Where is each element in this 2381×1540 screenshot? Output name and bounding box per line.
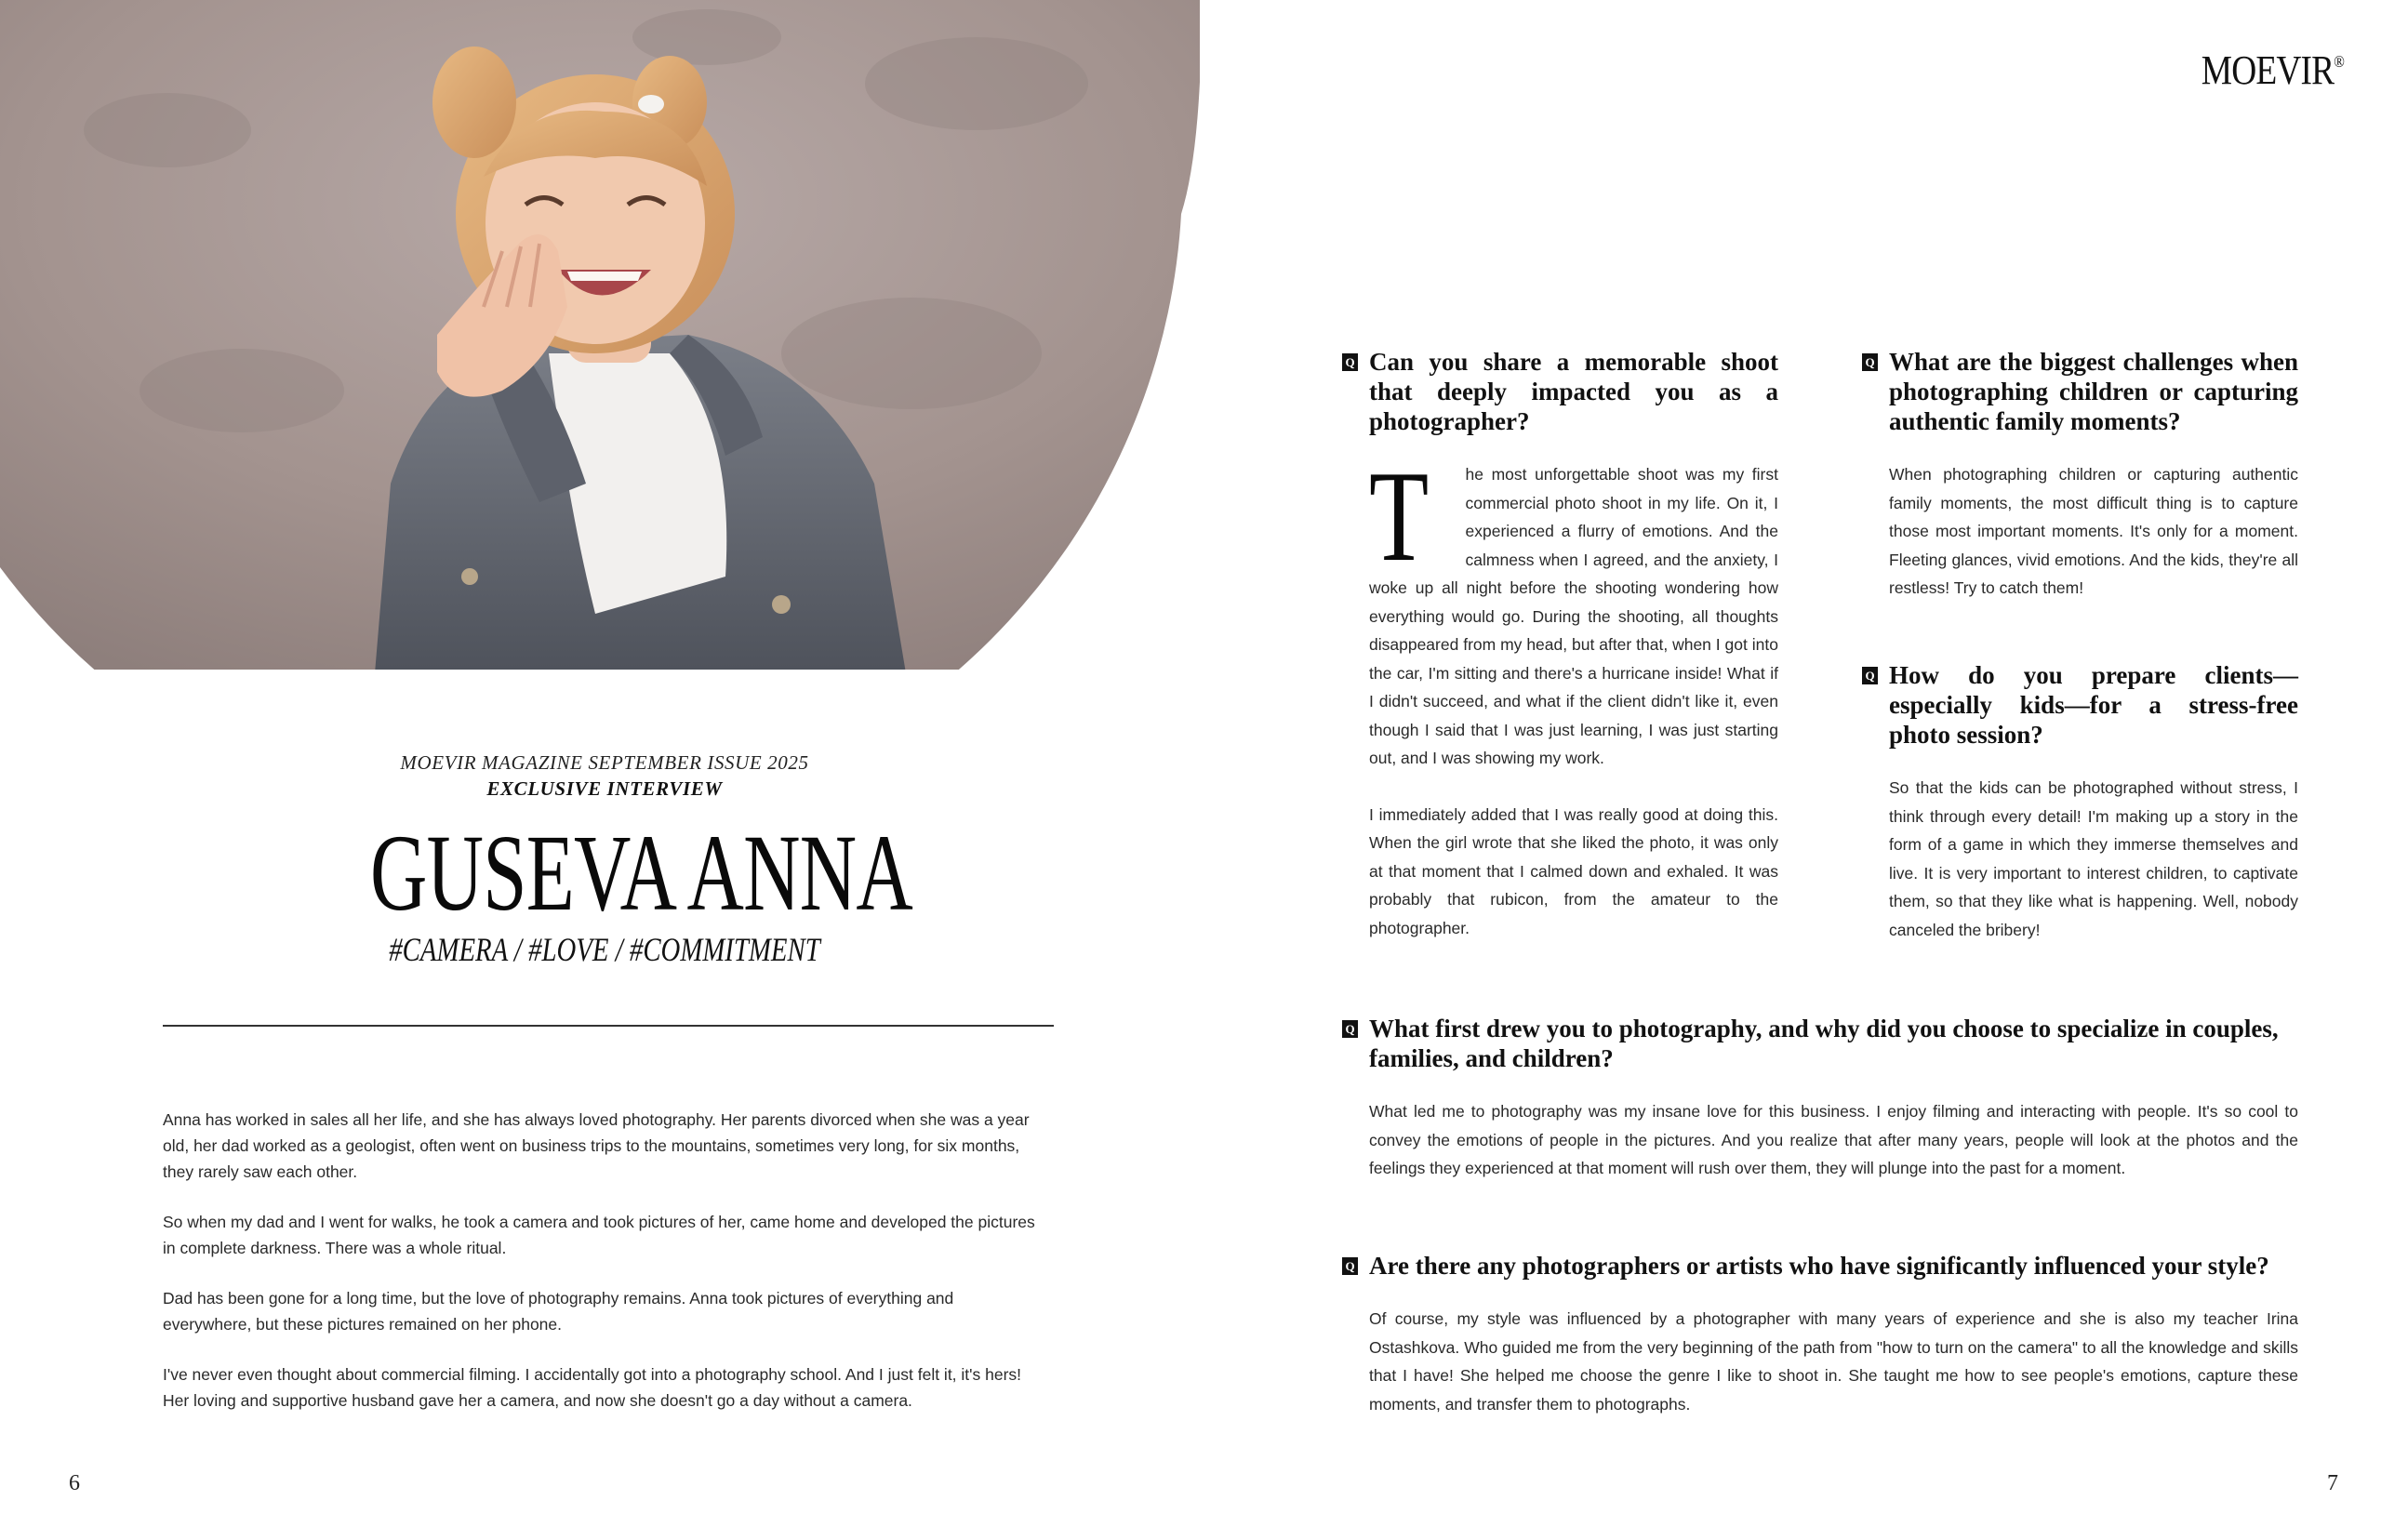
question-text: Are there any photographers or artists who have significantly influenced your style? — [1369, 1252, 2269, 1280]
page-number-right: 7 — [2327, 1471, 2338, 1495]
intro-paragraph: Dad has been gone for a long time, but the love of photography remains. Anna took pictures of everything and everywhere, but these pictures remained on her phone. — [163, 1289, 954, 1334]
intro-paragraph: I've never even thought about commercial filming. I accidentally got into a photography school. And I just felt it, it's hers! Her loving and supportive husband gave her a camera, and now she doesn't go a day without a camera. — [163, 1365, 1022, 1410]
qa-influences — [1342, 1251, 2298, 1418]
question-heading — [1862, 660, 2298, 750]
portrait-photo — [0, 0, 1200, 670]
question-marker-icon: Q — [1342, 1257, 1358, 1275]
kicker-exclusive-interview: EXCLUSIVE INTERVIEW — [486, 777, 723, 800]
question-heading — [1342, 1251, 2298, 1281]
qa-prepare-clients — [1862, 660, 2298, 944]
intro-paragraph: Anna has worked in sales all her life, and she has always loved photography. Her parents divorced when she was a year old, her dad worked as a geologist, often went on business trips to the mountains, sometimes very long, for six months, they rarely saw each other. — [163, 1110, 1030, 1181]
qa-memorable-shoot — [1342, 347, 1778, 942]
answer-paragraph: Of course, my style was influenced by a photographer with many years of experience and she is also my teacher Irina Ostashkova. Who guided me from the very beginning of the path from "how to turn on the camera" to all the knowledge and skills that I have! She helped me choose the genre I like to shoot in. She taught me how to see people's emotions, capture these moments, and transfer them to photographs. — [1369, 1309, 2298, 1414]
question-text: How do you prepare clients—especially kids—for a stress-free photo session? — [1889, 661, 2298, 749]
question-heading — [1862, 347, 2298, 436]
interviewee-name-title: GUSEVA ANNA — [370, 812, 912, 934]
brand-name: MOEVIR — [2201, 47, 2334, 93]
question-marker-icon: Q — [1862, 353, 1878, 371]
registered-mark: ® — [2334, 52, 2344, 71]
answer-paragraph: I immediately added that I was really good at doing this. When the girl wrote that she liked the photo, it was only at that moment that I calmed down and exhaled. It was probably that rubicon, from the amateur to the photographer. — [1369, 804, 1778, 937]
page-number-left: 6 — [69, 1471, 80, 1495]
question-text: What are the biggest challenges when photographing children or capturing authentic family moments? — [1889, 348, 2298, 435]
question-text: Can you share a memorable shoot that deeply impacted you as a photographer? — [1369, 348, 1778, 435]
question-marker-icon: Q — [1342, 1020, 1358, 1038]
answer-paragraph: When photographing children or capturing authentic family moments, the most difficult thing is to capture those most important moments. It's only for a moment. Fleeting glances, vivid emotions. And the kids, they're all restless! Try to catch them! — [1889, 465, 2298, 597]
question-heading — [1342, 1014, 2298, 1073]
question-heading — [1342, 347, 1778, 436]
drop-cap: T — [1369, 445, 1430, 589]
intro-paragraph: So when my dad and I went for walks, he took a camera and took pictures of her, came home and developed the pictures in complete darkness. There was a whole ritual. — [163, 1213, 1035, 1257]
question-marker-icon: Q — [1342, 353, 1358, 371]
brand-logo — [2178, 46, 2345, 94]
answer-paragraph: What led me to photography was my insane love for this business. I enjoy filming and interacting with people. It's so cool to convey the emotions of people in the pictures. And you realize that after many years, people will look at the photos and the feelings they experienced at that moment will rush over them, they will plunge into the past for a moment. — [1369, 1102, 2298, 1177]
answer-text — [1369, 445, 1778, 942]
answer-text — [1889, 460, 2298, 603]
answer-text — [1369, 1097, 2298, 1183]
question-marker-icon: Q — [1862, 667, 1878, 684]
qa-biggest-challenges — [1862, 347, 2298, 603]
answer-paragraph: So that the kids can be photographed without stress, I think through every detail! I'm making up a story in the form of a game in which they immerse themselves and live. It is very important to interest children, to captivate them, so that they like what is happening. Well, nobody canceled the bribery! — [1889, 778, 2298, 939]
answer-text — [1889, 774, 2298, 944]
answer-text — [1369, 1305, 2298, 1418]
qa-first-drew-to-photography — [1342, 1014, 2298, 1183]
issue-line: MOEVIR MAGAZINE SEPTEMBER ISSUE 2025 — [400, 751, 809, 774]
divider — [163, 1025, 1054, 1027]
answer-paragraph-text: he most unforgettable shoot was my first commercial photo shoot in my life. On it, I experienced a flurry of emotions. And the calmness when I agreed, and the anxiety, I woke up all night before the shooting wondering how everything would go. During the shooting, all thoughts disappeared from my head, but after that, when I got into the car, I'm sitting and there's a hurricane inside! What if I didn't succeed, and what if the client didn't like it, even though I said that I was just learning, I was just starting out, and I was showing my work. — [1369, 465, 1778, 767]
question-text: What first drew you to photography, and why did you choose to specialize in couples, families, and children? — [1369, 1015, 2279, 1072]
hashtags: #CAMERA / #LOVE / #COMMITMENT — [389, 931, 820, 968]
intro-text — [163, 1107, 1046, 1438]
answer-paragraph — [1369, 445, 1778, 773]
